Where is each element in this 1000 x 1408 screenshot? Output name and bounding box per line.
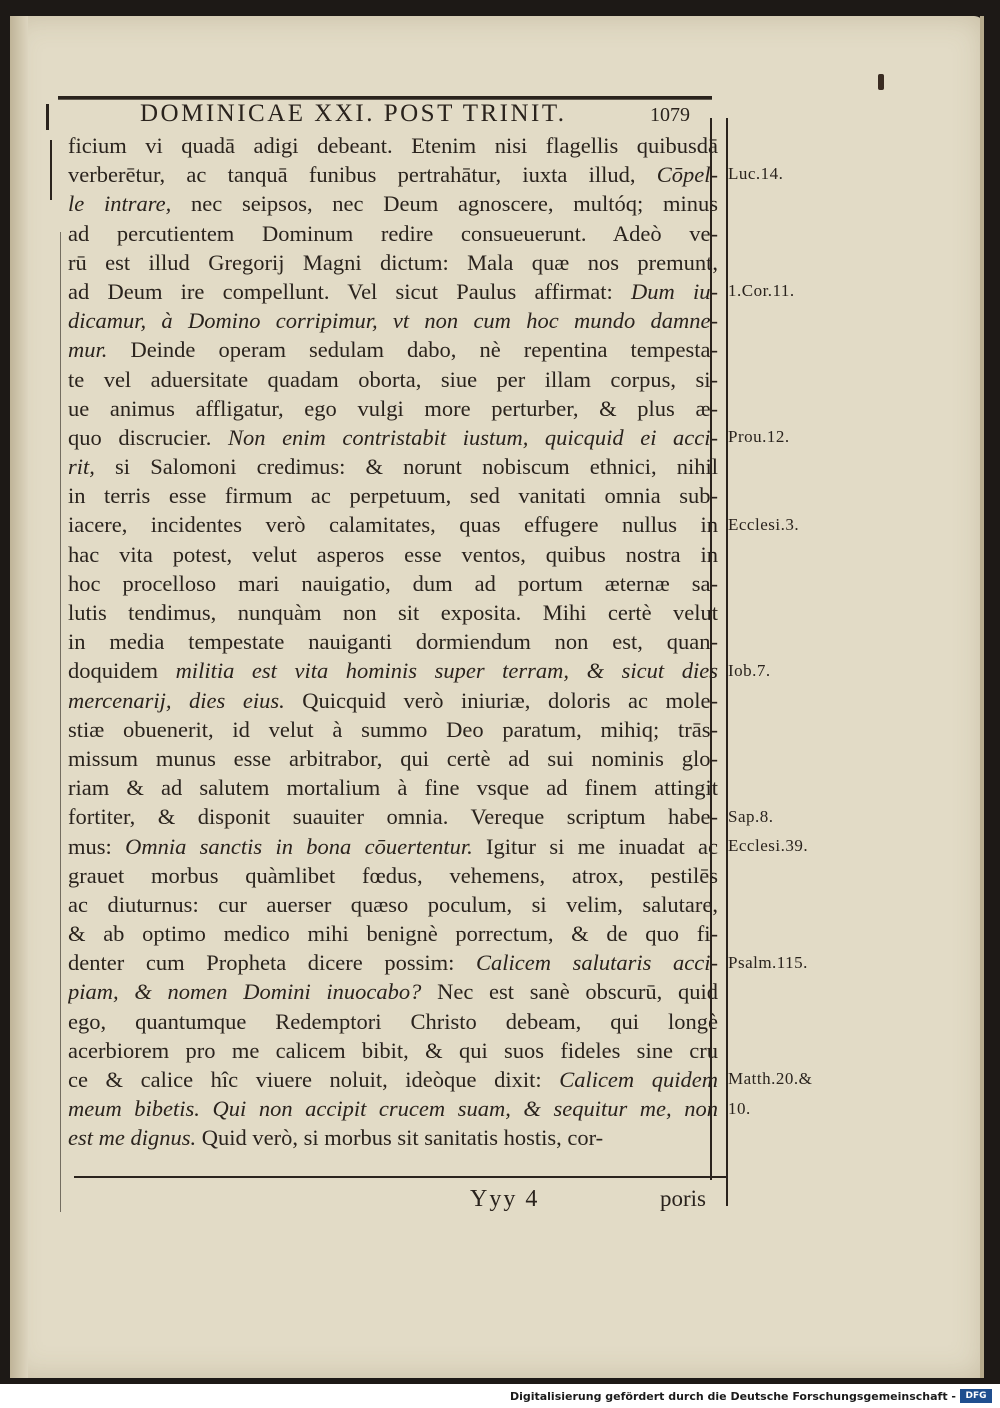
funding-credit: Digitalisierung gefördert durch die Deutsche Forschungsgemeinschaft - — [509, 1390, 956, 1403]
text-line — [68, 1007, 718, 1036]
text-run: ad percutientem Dominum redire consueuerunt. Adeò ve- — [68, 220, 718, 246]
text-line — [68, 540, 718, 569]
text-line — [68, 890, 718, 919]
text-line — [68, 452, 718, 481]
margin-reference: Ecclesi.3. — [728, 514, 800, 534]
text-line — [68, 219, 718, 248]
signature-mark: Yyy 4 — [470, 1186, 540, 1212]
italic-quote: Calicem salutaris acci- — [476, 950, 718, 976]
text-run: hac vita potest, velut asperos esse ventos, quibus nostra in — [68, 541, 718, 567]
text-run: ue animus affligatur, ego vulgi more perturber, & plus æ- — [68, 395, 718, 421]
margin-reference: Prou.12. — [728, 427, 790, 446]
italic-quote: le intrare, — [68, 191, 172, 217]
text-run: riam & ad salutem mortalium à fine vsque ad finem attingit — [68, 775, 718, 801]
margin-reference: Matth.20.& — [728, 1069, 813, 1089]
text-line — [68, 510, 718, 539]
text-run: denter cum Propheta dicere possim: — [68, 950, 477, 976]
italic-quote: rit, — [68, 454, 95, 480]
left-text-rule-lower — [60, 232, 61, 1212]
italic-quote: dicamur, à Domino corripimur, vt non cum hoc mundo damne- — [68, 308, 718, 334]
text-run: in terris esse firmum ac perpetuum, sed vanitati omnia sub- — [68, 483, 718, 509]
text-line — [68, 686, 718, 715]
page-number: 1079 — [650, 104, 690, 126]
text-run: Nec est sanè obscurū, quid — [421, 979, 718, 1005]
text-line — [68, 948, 718, 977]
margin-reference: 1.Cor.11. — [728, 281, 795, 300]
text-run: mus: — [68, 833, 126, 859]
text-run: Igitur si me inuadat ac — [472, 833, 718, 859]
catchword: poris — [660, 1186, 706, 1211]
text-line — [68, 832, 718, 861]
italic-quote: Dum iu- — [631, 278, 718, 304]
footer-rule — [74, 1176, 726, 1178]
text-run: ad Deum ire compellunt. Vel sicut Paulus affirmat: — [68, 278, 632, 304]
text-run: ce & calice hîc viuere noluit, ideòque dixit: — [68, 1067, 560, 1092]
italic-quote: Omnia sanctis in bona cōuertentur. — [125, 833, 473, 859]
text-run: Quicquid verò iniuriæ, doloris ac mole- — [284, 687, 718, 713]
text-run: si Salomoni credimus: & norunt nobiscum ethnici, nihil — [94, 454, 718, 480]
text-run: fortiter, & disponit suauiter omnia. Vereque scriptum habe- — [68, 804, 718, 830]
text-line — [68, 627, 718, 656]
text-run: grauet morbus quàmlibet fœdus, vehemens, atrox, pestilēs — [68, 862, 718, 888]
italic-quote: Calicem quidem — [559, 1067, 718, 1092]
margin-reference: Ecclesi.39. — [728, 835, 809, 855]
italic-quote: militia est vita hominis super terram, & sicut dies — [175, 658, 718, 684]
italic-quote: meum bibetis. Qui non accipit crucem suam, & sequitur me, non — [68, 1096, 718, 1122]
header-tick — [46, 104, 49, 130]
text-line — [68, 569, 718, 598]
body-text — [68, 131, 718, 1153]
text-line — [68, 773, 718, 802]
text-line — [68, 656, 718, 685]
text-run: in media tempestate nauiganti dormiendum non est, quan- — [68, 629, 718, 655]
text-line — [68, 1094, 718, 1123]
left-text-rule — [50, 140, 52, 200]
text-line — [68, 189, 718, 218]
binding-gutter — [10, 16, 28, 1378]
text-line — [68, 335, 718, 364]
text-line — [68, 277, 718, 306]
text-line — [68, 160, 718, 189]
text-run: ac diuturnus: cur auerser quæso poculum, si velim, salutare, — [68, 891, 718, 917]
text-line — [68, 861, 718, 890]
text-run: ego, quantumque Redemptori Christo debeam, qui longè — [68, 1008, 718, 1034]
text-line — [68, 598, 718, 627]
text-line — [68, 919, 718, 948]
text-run: iacere, incidentes verò calamitates, quas effugere nullus in — [68, 512, 718, 538]
text-line — [68, 1036, 718, 1065]
dfg-logo: DFG — [960, 1389, 992, 1403]
italic-quote: est me dignus. — [68, 1125, 197, 1151]
text-run: missum munus esse arbitrabor, qui certè ad sui nominis glo- — [68, 745, 718, 771]
text-run: stiæ obuenerit, id velut à summo Deo paratum, mihiq; trās- — [68, 716, 718, 742]
text-line — [68, 977, 718, 1006]
margin-reference: Sap.8. — [728, 806, 774, 826]
italic-quote: Cōpel- — [656, 162, 718, 188]
text-run: Deinde operam sedulam dabo, nè repentina tempesta- — [107, 337, 718, 363]
text-run: acerbiorem pro me calicem bibit, & qui suos fideles sine cru — [68, 1037, 718, 1063]
margin-reference: 10. — [728, 1098, 751, 1118]
text-run: hoc procelloso mari nauigatio, dum ad portum æternæ sa- — [68, 570, 718, 596]
text-run: lutis tendimus, nunquàm non sit exposita. Mihi certè velut — [68, 600, 718, 625]
margin-reference: Luc.14. — [728, 164, 784, 184]
text-line — [68, 1065, 718, 1094]
margin-reference: Psalm.115. — [728, 952, 808, 972]
italic-quote: Non enim contristabit iustum, quicquid ei acci- — [227, 424, 718, 450]
italic-quote: piam, & nomen Domini inuocabo? — [68, 979, 422, 1005]
italic-quote: mercenarij, dies eius. — [68, 687, 285, 713]
text-line — [68, 744, 718, 773]
text-run: te vel aduersitate quadam oborta, siue per illam corpus, si- — [68, 366, 718, 392]
text-run: Quid verò, si morbus sit sanitatis hostis, cor- — [196, 1125, 604, 1151]
text-run: & ab optimo medico mihi benignè porrectum, & de quo fi- — [68, 921, 718, 947]
text-line — [68, 306, 718, 335]
text-line — [68, 1123, 718, 1152]
text-line — [68, 365, 718, 394]
text-run: nec seipsos, nec Deum agnoscere, multóq; minus — [171, 191, 718, 217]
text-run: ficium vi quadā adigi debeant. Etenim nisi flagellis quibusdā — [68, 133, 718, 158]
text-run: doquidem — [68, 658, 176, 684]
text-run: rū est illud Gregorij Magni dictum: Mala quæ nos premunt, — [68, 249, 718, 275]
text-run: verberētur, ac tanquā funibus pertrahātur, iuxta illud, — [68, 162, 657, 188]
text-line — [68, 802, 718, 831]
ink-mark — [878, 74, 884, 90]
italic-quote: mur. — [68, 337, 108, 363]
text-line — [68, 394, 718, 423]
running-title: DOMINICAE XXI. POST TRINIT. — [140, 100, 567, 127]
text-line — [68, 481, 718, 510]
text-line — [68, 423, 718, 452]
page-edge — [980, 16, 984, 1378]
text-line — [68, 715, 718, 744]
text-line — [68, 248, 718, 277]
text-line — [68, 131, 718, 160]
text-run: quo discrucier. — [68, 424, 228, 450]
margin-reference: Iob.7. — [728, 660, 771, 680]
